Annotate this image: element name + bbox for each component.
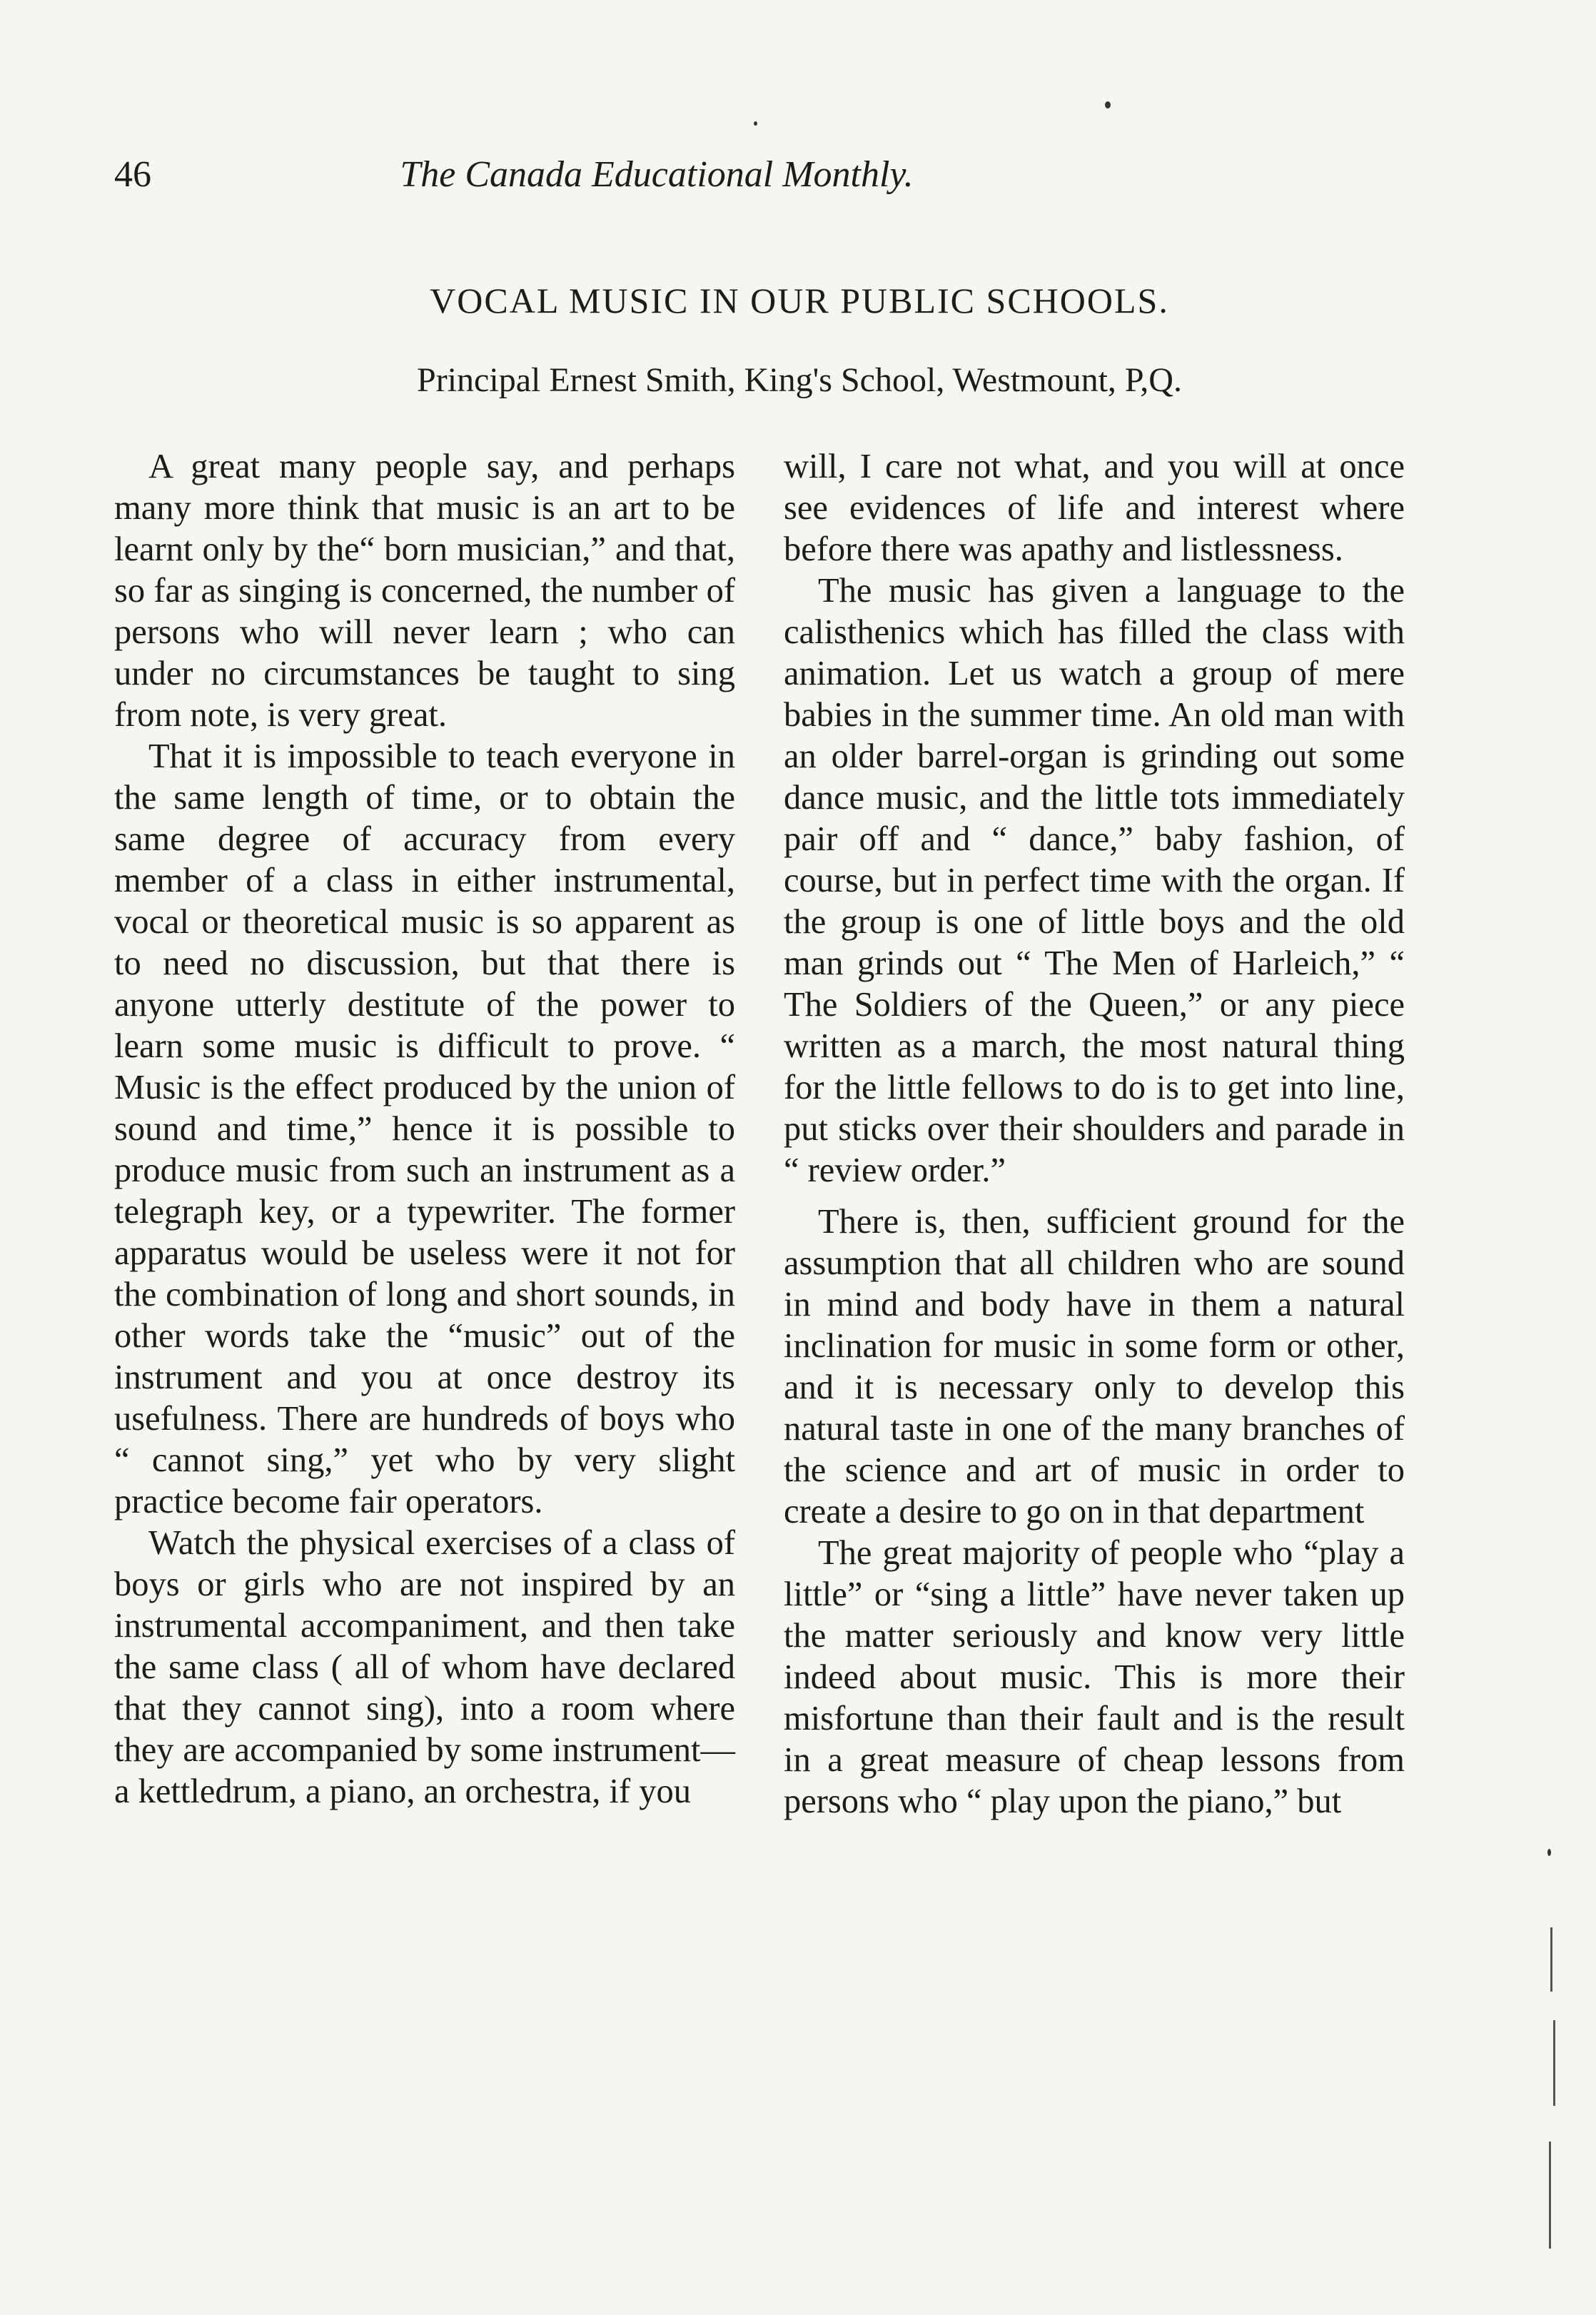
scan-mark [1547, 1849, 1551, 1856]
paragraph: There is, then, sufficient ground for the assumption that all children who are sound in mind and body have in them a natural inclination for music in some form or other, and it is necessary only to develop this natural taste in one of the many branches of the science and art of music in order to create a desire to go on in that department [784, 1203, 1405, 1530]
running-header [114, 153, 1199, 203]
left-column [114, 446, 735, 1812]
paragraph: The great majority of people who “play a little” or “sing a little” have never taken up the matter seriously and know very little indeed about music. This is more their misfortune than their fault and is the result in a great measure of cheap lessons from persons who “ play upon the piano,” but [784, 1534, 1405, 1820]
scan-mark [754, 121, 757, 126]
scan-mark [1105, 101, 1111, 109]
article-title: VOCAL MUSIC IN OUR PUBLIC SCHOOLS. [430, 281, 1169, 321]
journal-title: The Canada Educational Monthly. [400, 154, 914, 195]
paragraph: That it is impossible to teach everyone in the same length of time, or to obtain the same degree of accuracy from every member of a class in either instrumental, vocal or theoretical music is so apparent as to need no discussion, but that there is anyone utterly destitute of the power to learn some music is difficult to prove. “ Music is the effect produced by the union of sound and time,” hence it is possible to produce music from such an instrument as a telegraph key, or a typewriter. The former apparatus would be useless were it not for the combination of long and short sounds, in other words take the “music” out of the instrument and you at once destroy its usefulness. There are hundreds of boys who “ cannot sing,” yet who by very slight practice become fair operators. [114, 737, 735, 1520]
page-number: 46 [114, 154, 151, 195]
scan-mark [1550, 1927, 1552, 1992]
right-column [784, 446, 1405, 1822]
paragraph: A great many people say, and perhaps many more think that music is an art to be learnt only by the“ born musician,” and that, so far as singing is concerned, the number of persons who will never learn ; who can under no circumstances be taught to sing from note, is very great. [114, 448, 735, 734]
paragraph: will, I care not what, and you will at once see evidences of life and interest where before there was apathy and listlessness. [784, 448, 1405, 568]
article-byline: Principal Ernest Smith, King's School, Westmount, P,Q. [417, 361, 1182, 399]
scan-mark [1553, 2020, 1555, 2106]
paragraph: Watch the physical exercises of a class of boys or girls who are not inspired by an instrumental accompaniment, and then take the same class ( all of whom have declared that they cannot sing), into a room where they are accompanied by some instrument—a kettledrum, a piano, an orchestra, if you [114, 1524, 735, 1810]
scan-mark [1549, 2142, 1551, 2249]
paragraph: The music has given a language to the calisthenics which has filled the class with animation. Let us watch a group of mere babies in the summer time. An old man with an older barrel-organ is grinding out some dance music, and the little tots immediately pair off and “ dance,” baby fashion, of course, but in perfect time with the organ. If the group is one of little boys and the old man grinds out “ The Men of Harleich,” “ The Soldiers of the Queen,” or any piece written as a march, the most natural thing for the little fellows to do is to get into line, put sticks over their shoulders and parade in “ review order.” [784, 572, 1405, 1189]
